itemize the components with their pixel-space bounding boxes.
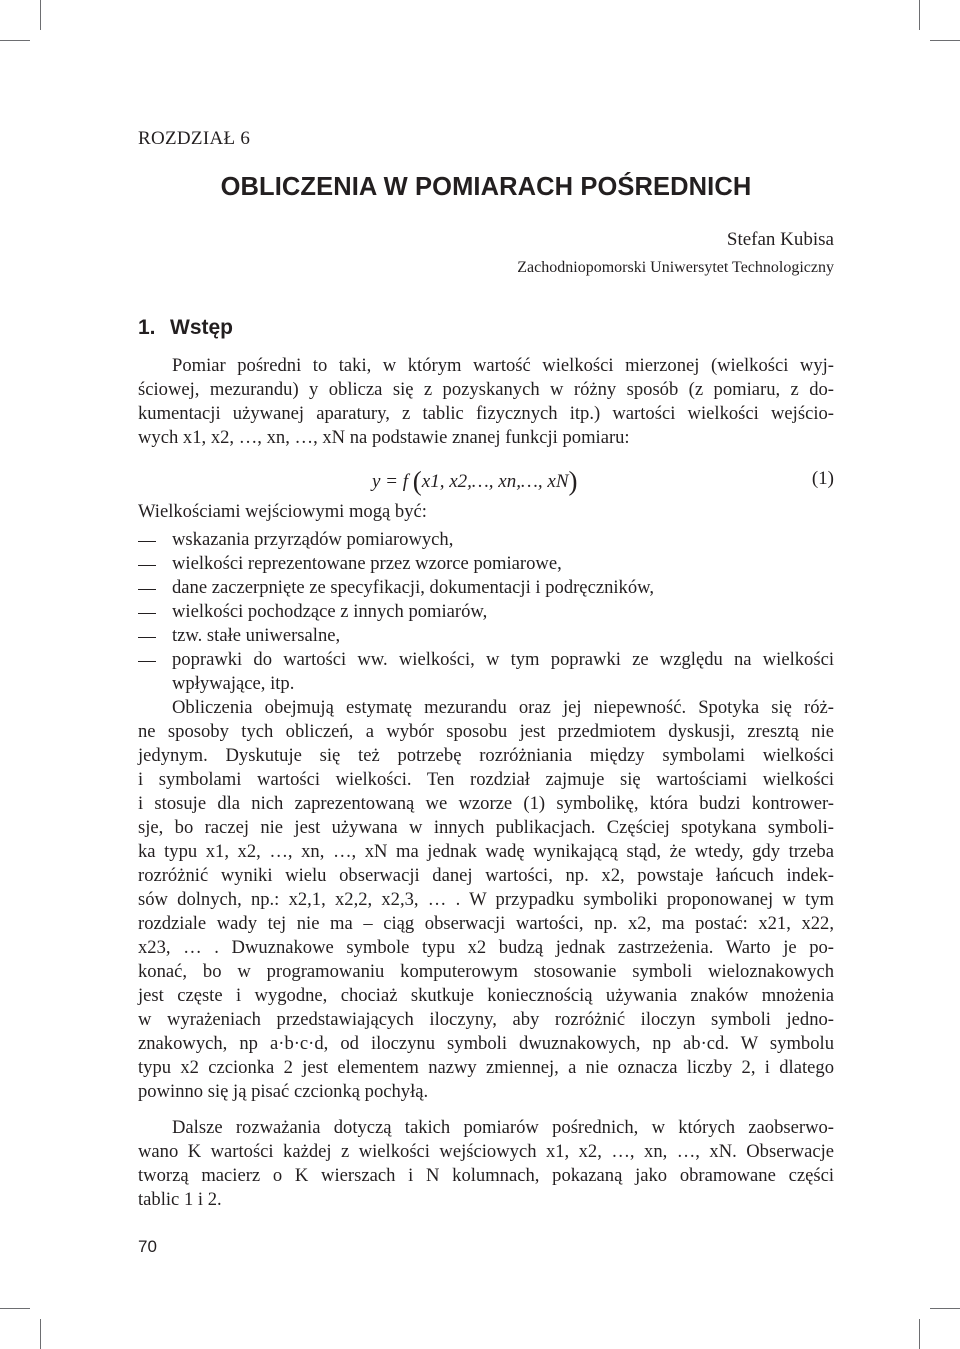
text-line: powinno się ją pisać czcionką pochyłą. [138,1081,429,1102]
crop-mark [930,1308,960,1309]
list-dash [138,637,156,638]
text-line: sów dolnych, np.: x2,1, x2,2, x2,3, … . W przypadku symboliki proponowanej w tym [138,889,834,910]
section-number: 1. [138,316,156,339]
formula-number: (1) [811,468,834,489]
author-name: Stefan Kubisa [726,229,834,250]
text-line: konać, bo w programowaniu komputerowym stosowanie symboli wieloznakowych [138,961,834,982]
text-line: Dalsze rozważania dotyczą takich pomiarów pośrednich, w których zaobserwo- [172,1117,834,1138]
text-line: w wyrażeniach przedstawiających iloczyny, aby rozróżnić iloczyn symboli jedno- [138,1009,834,1030]
text-line: znakowych, np a·b·c·d, od iloczynu symboli dwuznakowych, np ab·cd. W symbolu [138,1033,834,1054]
text-line: ściowej, mezurandu) y oblicza się z pozyskanych w różny sposób (z pomiaru, z do- [138,379,834,400]
list-dash [138,661,156,662]
text-line: Obliczenia obejmują estymatę mezurandu oraz jej niepewność. Spotyka się róż- [172,697,834,718]
list-item: tzw. stałe uniwersalne, [172,625,341,646]
formula-lhs: y = f [372,471,409,492]
text-line: wych x1, x2, …, xn, …, xN na podstawie znanej funkcji pomiaru: [138,427,630,448]
crop-mark [40,1319,41,1349]
text-line: i symbolami wartości wielkości. Ten rozdział zajmuje się wartościami wielkości [138,769,834,790]
formula-args: x1, x2,…, xn,…, xN [421,471,569,492]
text-line: tablic 1 i 2. [138,1189,222,1210]
crop-mark [919,0,920,30]
text-line: jest częste i wygodne, chociaż skutkuje koniecznością używania znaków mnożenia [138,985,834,1006]
list-intro: Wielkościami wejściowymi mogą być: [138,501,427,522]
list-dash [138,589,156,590]
text-line: Pomiar pośredni to taki, w którym wartość wielkości mierzonej (wielkości wyj- [172,355,834,376]
text-line: kumentacji używanej aparatury, z tablic fizycznych itp.) wartości wielkości wejścio- [138,403,834,424]
page-number: 70 [138,1237,157,1256]
crop-mark [0,40,30,41]
author-affiliation: Zachodniopomorski Uniwersytet Technologiczny [517,259,834,276]
formula-paren-open: ( [412,466,422,496]
list-item: dane zaczerpnięte ze specyfikacji, dokumentacji i podręczników, [172,577,654,598]
crop-mark [930,40,960,41]
crop-mark [40,0,41,30]
list-item: poprawki do wartości ww. wielkości, w tym poprawki ze względu na wielkości [172,649,834,670]
formula-paren-close: ) [568,466,578,496]
text-line: ka typu x1, x2, …, xn, …, xN ma jednak wadę wynikającą stąd, że wtedy, gdy trzeba [138,841,834,862]
section-title: Wstęp [170,316,233,339]
text-line: x23, … . Dwuznakowe symbole typu x2 budzą jednak zastrzeżenia. Warto je po- [138,937,834,958]
crop-mark [919,1319,920,1349]
text-line: jedynym. Dyskutuje się też potrzebę rozróżniania między symbolami wielkości [138,745,834,766]
formula-expression [372,466,578,497]
text-line: sje, bo raczej nie jest używana w innych publikacjach. Częściej spotykana symboli- [138,817,834,838]
list-dash [138,541,156,542]
text-line: rozdziale wady tej nie ma – ciąg obserwacji wartości, np. x2, ma postać: x21, x22, [138,913,834,934]
text-line: wano K wartości każdej z wielkości wejściowych x1, x2, …, xn, …, xN. Obserwacje [138,1141,834,1162]
text-line: tworzą macierz o K wierszach i N kolumnach, pokazaną jako obramowane części [138,1165,834,1186]
chapter-label: ROZDZIAŁ 6 [138,128,251,149]
section-heading [138,316,233,340]
text-line: rozróżnić wyniki wielu obserwacji danej wartości, np. x2, powstaje łańcuch indek- [138,865,834,886]
formula-1 [138,462,834,498]
list-item: wielkości pochodzące z innych pomiarów, [172,601,488,622]
text-line: typu x2 czcionka 2 jest elementem nazwy zmiennej, a nie oznacza liczby 2, i dlatego [138,1057,834,1078]
list-item: wskazania przyrządów pomiarowych, [172,529,454,550]
list-item: wielkości reprezentowane przez wzorce pomiarowe, [172,553,562,574]
list-dash [138,613,156,614]
text-line: i stosuje dla nich zaprezentowaną we wzorze (1) symbolikę, która budzi kontrower- [138,793,834,814]
text-line: ne sposoby tych obliczeń, a wybór sposobu jest przedmiotem dyskusji, zresztą nie [138,721,834,742]
list-dash [138,565,156,566]
crop-mark [0,1308,30,1309]
page-title: OBLICZENIA W POMIARACH POŚREDNICH [220,173,752,201]
list-item-continuation: wpływające, itp. [172,673,295,694]
